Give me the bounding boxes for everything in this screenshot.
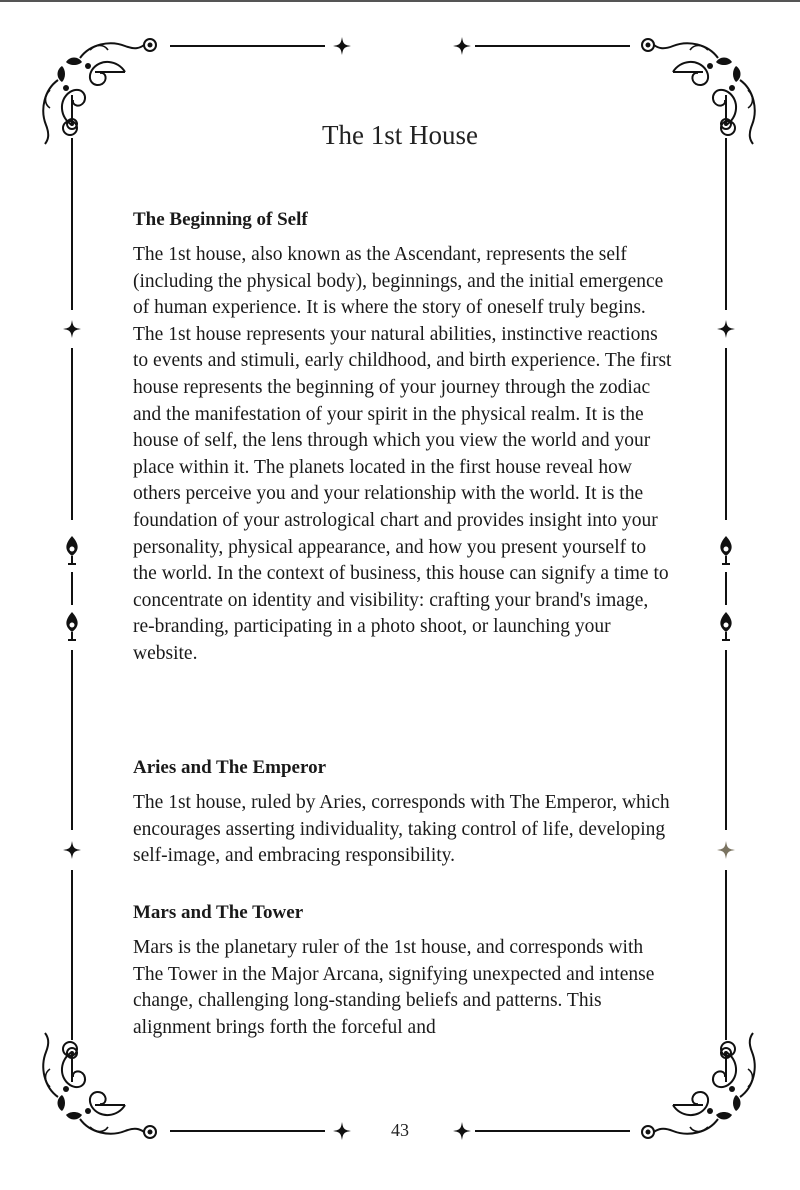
section-heading: The Beginning of Self: [133, 209, 308, 230]
section-heading: Mars and The Tower: [133, 902, 304, 923]
section-mars-tower: [133, 902, 673, 1041]
four-point-star-icon: [333, 1122, 351, 1140]
page-content: [133, 120, 673, 1038]
section-body: Mars is the planetary ruler of the 1st house, and corresponds with The Tower in the Major Arcana, signifying unexpected and intense change, challenging long-standing beliefs and patterns. This alignment brings forth the forceful and: [133, 937, 655, 1038]
spade-ornament-icon: [720, 612, 731, 640]
four-point-star-icon: [717, 841, 735, 859]
spade-ornament-icon: [66, 536, 77, 564]
section-heading: Aries and The Emperor: [133, 757, 326, 778]
flourish-scroll-icon: [43, 1033, 156, 1138]
page-title: The 1st House: [322, 120, 478, 150]
section-body: The 1st house, ruled by Aries, corresponds with The Emperor, which encourages asserting individuality, taking control of life, developing self-image, and embracing responsibility.: [133, 792, 670, 867]
four-point-star-icon: [63, 841, 81, 859]
page-number: 43: [391, 1120, 409, 1140]
section-beginning-of-self: [133, 209, 673, 668]
spade-ornament-icon: [66, 612, 77, 640]
section-body: The 1st house, also known as the Ascendant, represents the self (including the physical body), beginnings, and the initial emergence of human experience. It is where the story of oneself truly begins. The 1st house represents your natural abilities, instinctive reactions to events and stimuli, early childhood, and birth experience. The first house represents the beginning of your journey through the zodiac and the manifestation of your spirit in the physical realm. It is the house of self, the lens through which you view the world and your place within it. The planets located in the first house reveal how others perceive you and your relationship with the world. It is the foundation of your astrological chart and provides insight into your personality, physical appearance, and how you present yourself to the world. In the context of business, this house can signify a time to concentrate on identity and visibility: crafting your brand's image, re-branding, participating in a photo shoot, or launching your website.: [133, 244, 672, 664]
four-point-star-icon: [333, 37, 351, 55]
four-point-star-icon: [717, 320, 735, 338]
four-point-star-icon: [453, 1122, 471, 1140]
flourish-scroll-icon: [642, 1033, 755, 1138]
four-point-star-icon: [453, 37, 471, 55]
spade-ornament-icon: [720, 536, 731, 564]
section-aries-emperor: [133, 757, 673, 870]
four-point-star-icon: [63, 320, 81, 338]
